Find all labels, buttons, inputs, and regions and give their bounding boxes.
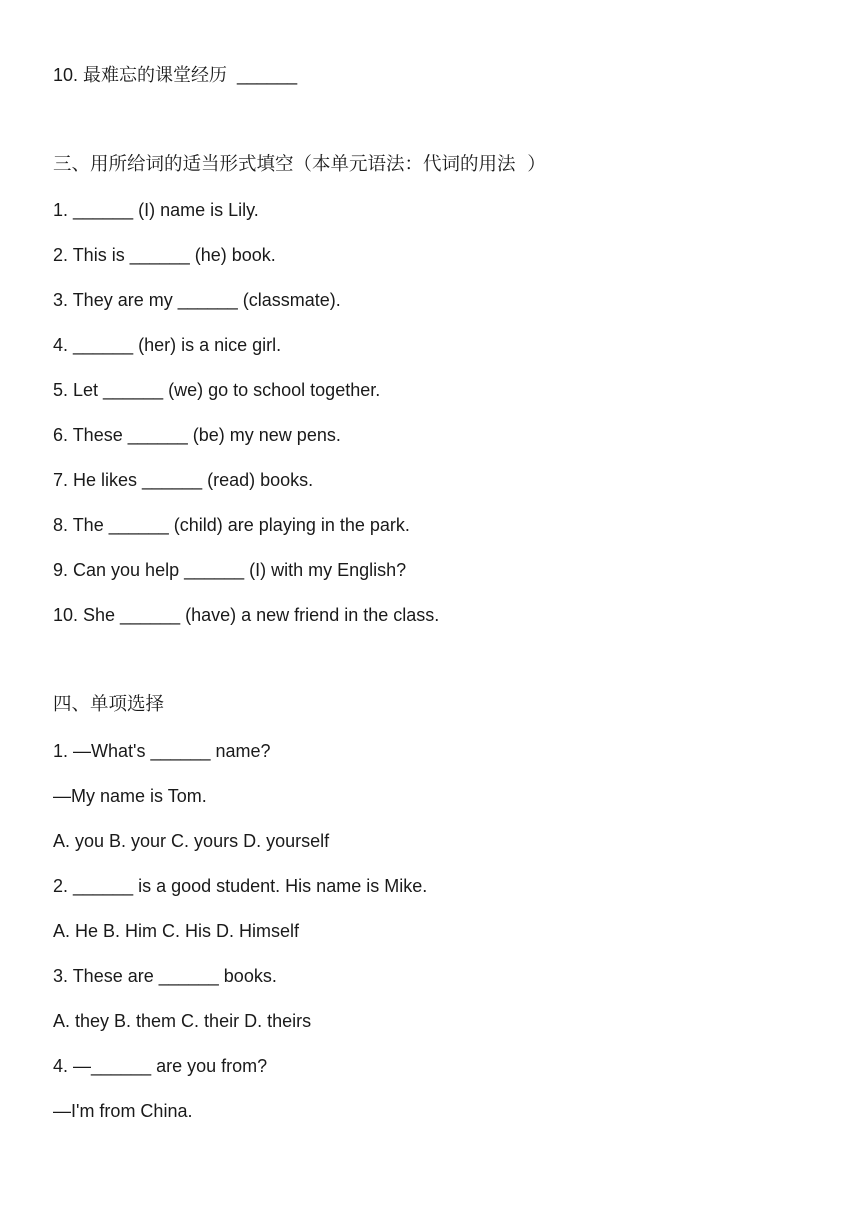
- section3-item: 1. ______ (I) name is Lily.: [53, 200, 259, 220]
- section4-question-4: 4. —______ are you from?: [53, 1056, 268, 1076]
- section4-answer-line: —I'm from China.: [53, 1101, 193, 1121]
- section4-options-3: A. they B. them C. their D. theirs: [53, 1011, 312, 1031]
- section3-item: 2. This is ______ (he) book.: [53, 245, 276, 265]
- section3-item: 6. These ______ (be) my new pens.: [53, 425, 341, 445]
- section4-heading: 四、单项选择: [53, 694, 165, 715]
- section3-item: 4. ______ (her) is a nice girl.: [53, 335, 282, 355]
- section4-options-2: A. He B. Him C. His D. Himself: [53, 921, 300, 941]
- section2-item-10: 10. 最难忘的课堂经历 ______: [53, 65, 298, 85]
- section3-item: 8. The ______ (child) are playing in the park.: [53, 515, 410, 535]
- section3-heading: 三、用所给词的适当形式填空（本单元语法：代词的用法 ）: [53, 154, 546, 175]
- section4-question-3: 3. These are ______ books.: [53, 966, 277, 986]
- section3-item: 7. He likes ______ (read) books.: [53, 470, 314, 490]
- section4-question-2: 2. ______ is a good student. His name is Mike.: [53, 876, 428, 896]
- section4-question-1: 1. —What's ______ name?: [53, 741, 271, 761]
- section3-item: 9. Can you help ______ (I) with my English?: [53, 560, 407, 580]
- section3-item: 5. Let ______ (we) go to school together.: [53, 380, 381, 400]
- section3-item: 3. They are my ______ (classmate).: [53, 290, 341, 310]
- section3-item: 10. She ______ (have) a new friend in the class.: [53, 605, 440, 625]
- section4-options-1: A. you B. your C. yours D. yourself: [53, 831, 330, 851]
- section4-answer-line: —My name is Tom.: [53, 786, 207, 806]
